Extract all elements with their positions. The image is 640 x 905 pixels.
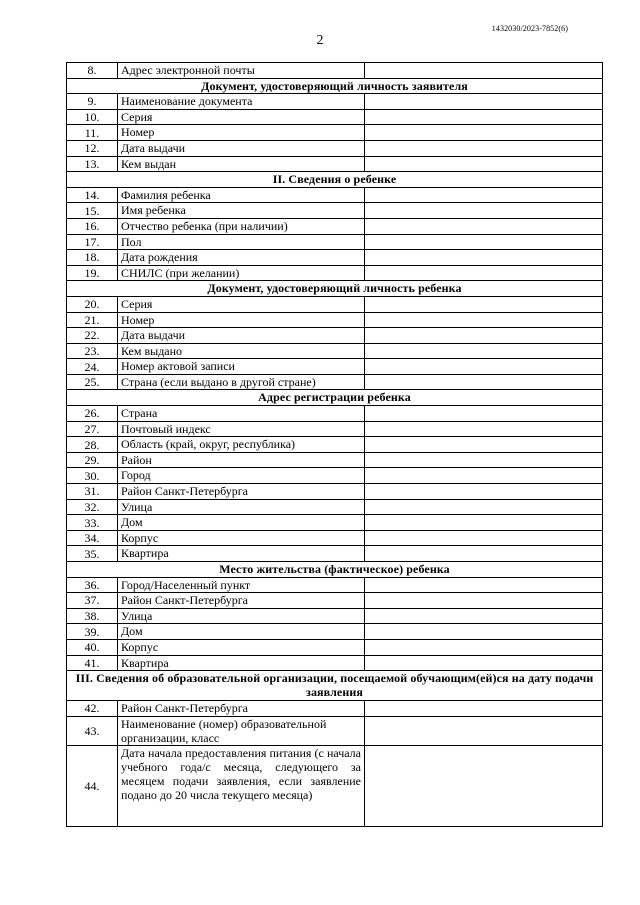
field-value-cell[interactable] xyxy=(365,484,603,500)
field-value-cell[interactable] xyxy=(365,374,603,390)
field-label: СНИЛС (при желании) xyxy=(118,265,365,281)
row-number: 10. xyxy=(67,109,118,125)
form-row xyxy=(67,63,603,79)
field-label: Квартира xyxy=(118,546,365,562)
form-row xyxy=(67,452,603,468)
section-title: Документ, удостоверяющий личность ребенка xyxy=(67,281,603,297)
field-value-cell[interactable] xyxy=(365,515,603,531)
row-number: 27. xyxy=(67,421,118,437)
row-number: 44. xyxy=(67,745,118,826)
field-label: Корпус xyxy=(118,639,365,655)
form-row xyxy=(67,515,603,531)
field-label: Дом xyxy=(118,515,365,531)
row-number: 20. xyxy=(67,296,118,312)
form-row xyxy=(67,312,603,328)
field-label: Район Санкт-Петербурга xyxy=(118,701,365,717)
row-number: 17. xyxy=(67,234,118,250)
field-value-cell[interactable] xyxy=(365,437,603,453)
section-header-row xyxy=(67,562,603,578)
row-number: 16. xyxy=(67,218,118,234)
field-label: Город/Населенный пункт xyxy=(118,577,365,593)
field-value-cell[interactable] xyxy=(365,156,603,172)
field-value-cell[interactable] xyxy=(365,343,603,359)
form-row xyxy=(67,234,603,250)
field-value-cell[interactable] xyxy=(365,546,603,562)
row-number: 31. xyxy=(67,484,118,500)
section-header-row xyxy=(67,281,603,297)
row-number: 43. xyxy=(67,716,118,745)
form-row xyxy=(67,421,603,437)
field-label: Фамилия ребенка xyxy=(118,187,365,203)
field-label: Отчество ребенка (при наличии) xyxy=(118,218,365,234)
document-number: 1432030/2023-7852(6) xyxy=(491,24,568,33)
field-value-cell[interactable] xyxy=(365,577,603,593)
field-value-cell[interactable] xyxy=(365,296,603,312)
form-row xyxy=(67,530,603,546)
form-row xyxy=(67,484,603,500)
row-number: 36. xyxy=(67,577,118,593)
form-row xyxy=(67,140,603,156)
row-number: 21. xyxy=(67,312,118,328)
form-row xyxy=(67,203,603,219)
field-value-cell[interactable] xyxy=(365,234,603,250)
form-row xyxy=(67,577,603,593)
row-number: 8. xyxy=(67,63,118,79)
form-row xyxy=(67,406,603,422)
field-value-cell[interactable] xyxy=(365,250,603,266)
field-label: Номер актовой записи xyxy=(118,359,365,375)
field-label: Дата выдачи xyxy=(118,328,365,344)
application-form-table xyxy=(66,62,603,827)
section-title: Адрес регистрации ребенка xyxy=(67,390,603,406)
section-header-row xyxy=(67,78,603,94)
field-value-cell[interactable] xyxy=(365,125,603,141)
field-value-cell[interactable] xyxy=(365,187,603,203)
section-title: II. Сведения о ребенке xyxy=(67,172,603,188)
section-header-row xyxy=(67,172,603,188)
row-number: 40. xyxy=(67,639,118,655)
form-row xyxy=(67,343,603,359)
field-value-cell[interactable] xyxy=(365,745,603,826)
row-number: 13. xyxy=(67,156,118,172)
field-value-cell[interactable] xyxy=(365,639,603,655)
field-label: Страна xyxy=(118,406,365,422)
row-number: 26. xyxy=(67,406,118,422)
field-value-cell[interactable] xyxy=(365,63,603,79)
form-row xyxy=(67,94,603,110)
field-value-cell[interactable] xyxy=(365,218,603,234)
field-value-cell[interactable] xyxy=(365,109,603,125)
form-row xyxy=(67,437,603,453)
row-number: 37. xyxy=(67,593,118,609)
row-number: 9. xyxy=(67,94,118,110)
form-row xyxy=(67,745,603,826)
row-number: 33. xyxy=(67,515,118,531)
field-label: Город xyxy=(118,468,365,484)
section-header-row xyxy=(67,671,603,701)
form-row xyxy=(67,328,603,344)
row-number: 18. xyxy=(67,250,118,266)
field-label: Дата рождения xyxy=(118,250,365,266)
field-label: Серия xyxy=(118,109,365,125)
field-value-cell[interactable] xyxy=(365,655,603,671)
form-row xyxy=(67,468,603,484)
row-number: 11. xyxy=(67,125,118,141)
field-label: Улица xyxy=(118,608,365,624)
field-label: Пол xyxy=(118,234,365,250)
row-number: 28. xyxy=(67,437,118,453)
field-label: Квартира xyxy=(118,655,365,671)
field-label: Почтовый индекс xyxy=(118,421,365,437)
field-value-cell[interactable] xyxy=(365,406,603,422)
row-number: 32. xyxy=(67,499,118,515)
form-row xyxy=(67,624,603,640)
row-number: 22. xyxy=(67,328,118,344)
row-number: 23. xyxy=(67,343,118,359)
section-title: Место жительства (фактическое) ребенка xyxy=(67,562,603,578)
row-number: 35. xyxy=(67,546,118,562)
field-label: Дата начала предоставления питания (с начала учебного года/с месяца, следующего за месяцем подачи заявления, если заявление подано до 20 числа текущего месяца) xyxy=(118,745,365,826)
row-number: 34. xyxy=(67,530,118,546)
row-number: 12. xyxy=(67,140,118,156)
form-row xyxy=(67,265,603,281)
field-value-cell[interactable] xyxy=(365,530,603,546)
field-value-cell[interactable] xyxy=(365,421,603,437)
form-row xyxy=(67,374,603,390)
form-row xyxy=(67,359,603,375)
section-title: III. Сведения об образовательной организации, посещаемой обучающим(ей)ся на дату подачи заявления xyxy=(67,671,603,701)
row-number: 25. xyxy=(67,374,118,390)
field-label: Район Санкт-Петербурга xyxy=(118,484,365,500)
field-value-cell[interactable] xyxy=(365,265,603,281)
row-number: 29. xyxy=(67,452,118,468)
field-label: Район xyxy=(118,452,365,468)
field-value-cell[interactable] xyxy=(365,624,603,640)
field-value-cell[interactable] xyxy=(365,328,603,344)
field-value-cell[interactable] xyxy=(365,499,603,515)
form-row xyxy=(67,250,603,266)
field-value-cell[interactable] xyxy=(365,203,603,219)
row-number: 38. xyxy=(67,608,118,624)
field-label: Страна (если выдано в другой стране) xyxy=(118,374,365,390)
form-row xyxy=(67,125,603,141)
field-value-cell[interactable] xyxy=(365,452,603,468)
field-label: Номер xyxy=(118,125,365,141)
form-row xyxy=(67,499,603,515)
field-label: Кем выдано xyxy=(118,343,365,359)
field-label: Улица xyxy=(118,499,365,515)
field-value-cell[interactable] xyxy=(365,312,603,328)
field-value-cell[interactable] xyxy=(365,593,603,609)
field-label: Район Санкт-Петербурга xyxy=(118,593,365,609)
field-value-cell[interactable] xyxy=(365,608,603,624)
row-number: 39. xyxy=(67,624,118,640)
field-label: Дата выдачи xyxy=(118,140,365,156)
field-value-cell[interactable] xyxy=(365,94,603,110)
form-row xyxy=(67,156,603,172)
form-row xyxy=(67,546,603,562)
form-row xyxy=(67,608,603,624)
form-row xyxy=(67,218,603,234)
row-number: 15. xyxy=(67,203,118,219)
field-label: Серия xyxy=(118,296,365,312)
form-row xyxy=(67,187,603,203)
section-header-row xyxy=(67,390,603,406)
field-label: Кем выдан xyxy=(118,156,365,172)
field-label: Имя ребенка xyxy=(118,203,365,219)
form-row xyxy=(67,593,603,609)
field-label: Наименование документа xyxy=(118,94,365,110)
row-number: 41. xyxy=(67,655,118,671)
field-value-cell[interactable] xyxy=(365,359,603,375)
field-label: Адрес электронной почты xyxy=(118,63,365,79)
row-number: 42. xyxy=(67,701,118,717)
form-row xyxy=(67,716,603,745)
row-number: 19. xyxy=(67,265,118,281)
section-title: Документ, удостоверяющий личность заявителя xyxy=(67,78,603,94)
field-value-cell[interactable] xyxy=(365,716,603,745)
row-number: 30. xyxy=(67,468,118,484)
form-row xyxy=(67,296,603,312)
field-label: Наименование (номер) образовательной организации, класс xyxy=(118,716,365,745)
field-label: Дом xyxy=(118,624,365,640)
form-row xyxy=(67,109,603,125)
field-label: Область (край, округ, республика) xyxy=(118,437,365,453)
row-number: 14. xyxy=(67,187,118,203)
field-value-cell[interactable] xyxy=(365,701,603,717)
page-number: 2 xyxy=(316,33,324,48)
form-row xyxy=(67,701,603,717)
field-value-cell[interactable] xyxy=(365,468,603,484)
form-row xyxy=(67,639,603,655)
field-value-cell[interactable] xyxy=(365,140,603,156)
form-table-body xyxy=(67,63,603,827)
field-label: Номер xyxy=(118,312,365,328)
row-number: 24. xyxy=(67,359,118,375)
field-label: Корпус xyxy=(118,530,365,546)
form-row xyxy=(67,655,603,671)
